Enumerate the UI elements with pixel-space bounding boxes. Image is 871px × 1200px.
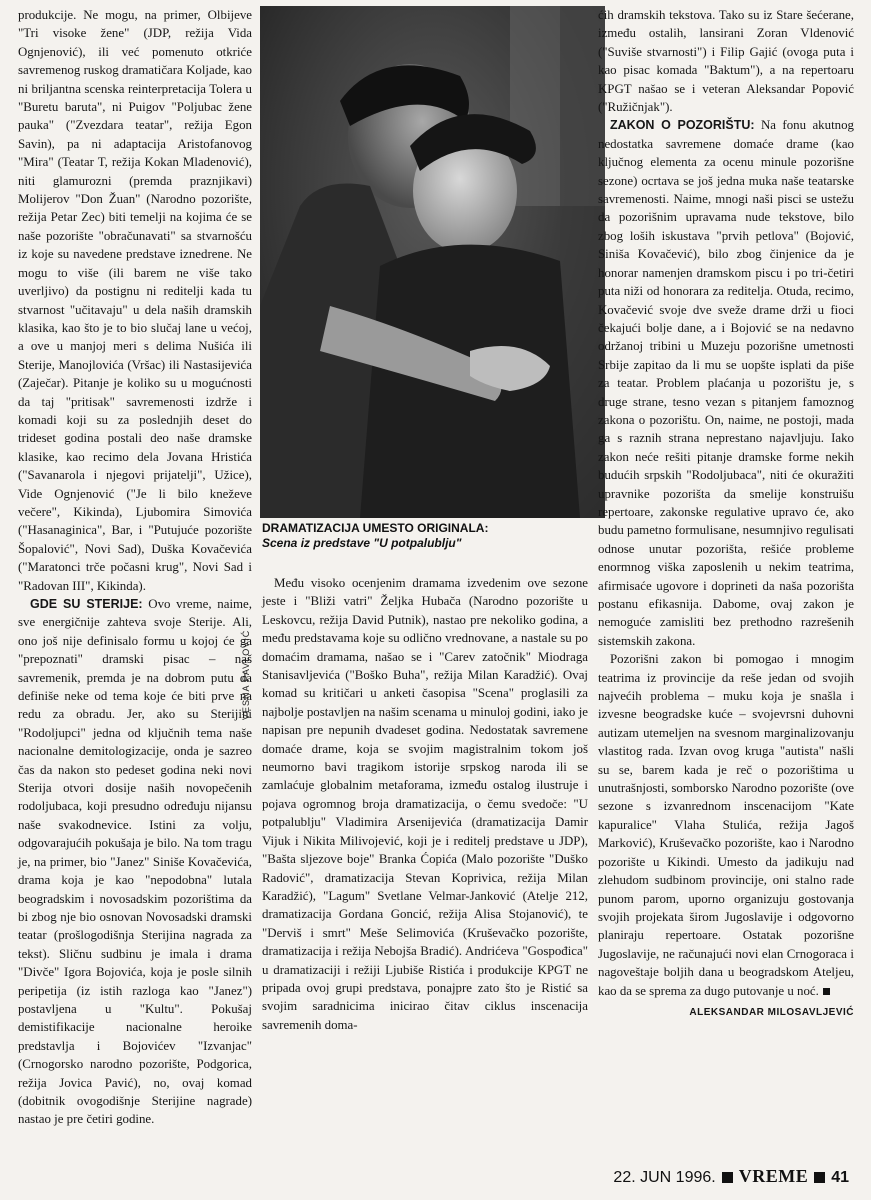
article-photo	[260, 6, 605, 518]
paragraph-text: Na fonu akutnog nedostatka savremene domaće drame (kao ključnog elementa za ocenu minule pozorišne sezone) ocrtava se još jedna muka naše teatarske savremenosti. Naime, mnogi naši pisci se ustežu da pozorišnim upravama nude tekstove, bilo zbog loših iskustava "prvih petlova" (Bojović, Siniša Kovačević), bilo zbog činjenice da je honorar namenjen dramskom piscu i po tri-četiri puta niži od honorara za reditelja. Otuda, recimo, Kovačević svoje dve sveže drame drži u fioci čekajući bolje dane, a i Bojović se na nedavno održanoj tribini u Muzeju pozorišne umetnosti Srbije zapitao da li mu se uopšte isplati da piše za teatar. Problem plaćanja u pozorištu je, s druge strane, tesno vezan s pitanjem famoznog zakona o pozorištu. On, naime, ne postoji, mada ga s raznih strana neprestano najavljuju. Iako zakon neće rešiti pitanje dramske forme nekih budućih srpskih "Rodoljubaca", niti će okuražiti upravnike pozorišta da smelije konstruišu repertoare, zakonske regulative upravo će, ako budu pametno formulisane, nesumnjivo regulisati odnose unutar pozorišta, rešiće probleme enormnog viška zaposlenih u nekim teatrima, afirmisaće ugovore i doprineti da naša pozorišta postanu efikasnija. Dabome, ovaj zakon je nemoguće zamisliti bez prethodno razrešenih sistemskih zakona.	[598, 118, 854, 648]
section-heading: GDE SU STERIJE:	[30, 597, 143, 611]
paragraph	[598, 116, 854, 650]
caption-title: DRAMATIZACIJA UMESTO ORIGINALA:	[262, 521, 489, 535]
paragraph	[18, 595, 252, 1129]
paragraph	[598, 650, 854, 1000]
paragraph: produkcije. Ne mogu, na primer, Olbijeve "Tri visoke žene" (JDP, režija Vida Ognjenović), ili već pomenuto otkriće savremenog ruskog dramatičara Koljade, kao ni briljantna scenska reinterpretacija Tolera u "Buretu baruta", ni Puigov "Poljubac žene pauka" ("Zvezdara teatar", režija Egon Savin), pa ni adaptacija Aristofanovog "Mira" (Teatar T, režija Kokan Mladenović), niti glamurozni (premda praznjikavi) Molijerov "Don Žuan" (Narodno pozorište, režija Petar Zec) biti temelji na kojima će se naše pozorište "obračunavati" sa stvarnošću iz koje su navedene predstave iznedrene. Ne mogu to više (ili barem ne više tako uverljivo) da postignu ni reditelji kada tu stvarnost "učitavaju" u dela naših dramskih klasika, kao što je to bio slučaj lane u većoj, a ove u manjoj meri s delima Nušića ili Sterije, Manojlovića (Vršac) ili Nastasijevića (Zaječar). Pitanje je koliko su u mogućnosti da taj "pritisak" savremenosti izdrže i komadi koji su za poslednjih deset do trideset godina postali deo naše dramske klasike, kao recimo dela Jovana Hristića ("Savanarola i njegovi prijatelji", Užice), Vide Ognjenović ("Je li bilo kneževe večere", Kikinda), Ljubomira Simovića ("Hasanaginica", Bar, i "Putujuće pozorište Šopalović", Novi Sad), Duška Kovačevića ("Maratonci trče počasni krug", Novi Sad i "Radovan III", Kikinda).	[18, 8, 252, 593]
page-footer	[613, 1166, 849, 1187]
paragraph: ćih dramskih tekstova. Tako su iz Stare šećerane, između ostalih, lansirani Zoran Vldenović ("Suviše stvarnosti") i Filip Gajić (ovoga puta i kao pisac komada "Baktum"), a na repertoaru KPGT našao se i veteran Aleksandar Popović ("Ružičnjak").	[598, 8, 854, 115]
photo-caption	[262, 521, 592, 551]
article-column-middle	[262, 574, 588, 1034]
caption-subtitle: Scena iz predstave "U potpalublju"	[262, 536, 462, 550]
end-mark-icon	[823, 988, 830, 995]
author-signature: ALEKSANDAR MILOSAVLJEVIĆ	[689, 1006, 854, 1018]
square-separator-icon	[814, 1172, 825, 1183]
magazine-name: VREME	[738, 1166, 809, 1186]
page-number: 41	[831, 1169, 849, 1186]
article-column-left	[18, 6, 252, 1129]
paragraph: Među visoko ocenjenim dramama izvedenim ove sezone jeste i "Bliži vatri" Željka Hubača (Narodno pozorište u Leskovcu, režija David Putnik), nastao pre nekoliko godina, a među predstavama koje su odlično vrednovane, a nastale su po domaćim dramama, našao se i "Carev zatočnik" Miodraga Stanisavljevića ("Boško Buha", režija Milan Karadžić). Ovaj komad su kritičari u anketi časopisa "Scena" proglasili za najbolje postavljen na našim scenama u minuloj godini, iako je napisan pre nepunih dvadeset godina. Nedostatak savremene domaće drame, koja se svojim magistralnim tokom još neumorno bavi tragikom istorije srpskog naroda ili se zamlaćuje globalnim metaforama, između ostalog ilustruje i pojava ogromnog broja dramatizacija, o čemu svedoče: "U potpalublju" Vladimira Arsenijevića (dramatizacija Damir Vijuk i Nikita Milivojević, koji je i reditelj predstave u JDP), "Bašta sljezove boje" Branka Ćopića (Malo pozorište "Duško Radović", dramatizacija Stevan Koprivica, režija Milan Karadžić), "Lagum" Svetlane Velmar-Janković (Atelje 212, dramatizacija Gordana Goncić, režija Alisa Stojanović), te "Derviš i smrt" Meše Selimovića (Kruševačko pozorište, dramatizacija i režija Nebojša Bradić). Andrićeva "Gospođica" u dramatizaciji i režiji Ljubiše Ristića i produkcije KPGT ne pripada ovoj grupi predstava, ponajpre zato što je Ristić sa svojim saradnicima inicirao čitav ciklus inscenacija savremenih doma-	[262, 576, 588, 1032]
square-separator-icon	[722, 1172, 733, 1183]
paragraph-text: Ovo vreme, naime, sve energičnije zahteva svoje Sterije. Ali, ono još nije definisalo formu u kojoj će ga "prepoznati" dramski pisac – naš savremenik, premda je na dobrom putu da definiše neke od tema koje će biti prve na redu za obradu. Jer, ako su Sterijini "Rodoljupci" jedna od ključnih tema naše nacionalne demitologizacije, onda je sazreo čas da nakon sto pedeset godina neki novi Sterija otvori dosije naših novopečenih rodoljubaca, koji presudno određuju nijansu naše svakodnevice. Istini za volju, odgovarajućih pokušaja je bilo. Na tom tragu je, na primer, bio "Janez" Siniše Kovačevića, drama koja je kao "nepodobna" lutala beogradskim i novosadskim pozorištima da bi zbog nje bio osnovan Novosadski dramski teatar (prošlogodišnja Sterijina nagrada za tekst). Sličnu sudbinu je imala i drama "Divče" Igora Bojovića, koja je posle silnih peripetija (iz istih razloga kao "Janez") postavljena u "Kultu". Pokušaj demistifikacije nacionalne heroike predstavlja i Bojovićev "Izvanjac" (Crnogorsko narodno pozorište, Podgorica, režija Jovica Pavić), no, ovaj komad (dobitnik ovogodišnje Sterijine nagrade) nastao je pre četiri godine.	[18, 597, 252, 1127]
photo-credit: VESNA PAVLOVIĆ	[241, 629, 251, 720]
issue-date: 22. JUN 1996.	[613, 1169, 716, 1186]
section-heading: ZAKON O POZORIŠTU:	[610, 118, 755, 133]
article-column-right	[598, 6, 854, 1022]
paragraph-text: Pozorišni zakon bi pomogao i mnogim teatrima iz provincije da reše jedan od svojih najvećih problema – muku koja je snašla i izvesne beogradske kuće – svojevrsni duhovni autizam utemeljen na svesnom marginalizovanju vlastitog rada. Izvan ovog kruga "autista" našli su se, barem kada je reč o pozorištima u unutrašnjosti, somborsko Narodno pozorište (ove sezone s izvanrednom inscenacijom "Kate kapuralice" Vlaha Stulića, režija Jagoš Marković), Kruševačko pozorište, kao i Narodno pozorište u Kikindi. Umesto da jadikuju nad zlehudom sudbinom provincije, oni stalno rade punom parom, uporno organizuju gostovanja svojih projekata širom Jugoslavije i odgovorno planiraju repertoare. Ostatak pozorišne Jugoslavije, ne računajući novi elan Crnogoraca i nagoveštaje boljih dana u beogradskom Ateljeu, kao da se sprema za dugo putovanje u noć.	[598, 652, 854, 998]
